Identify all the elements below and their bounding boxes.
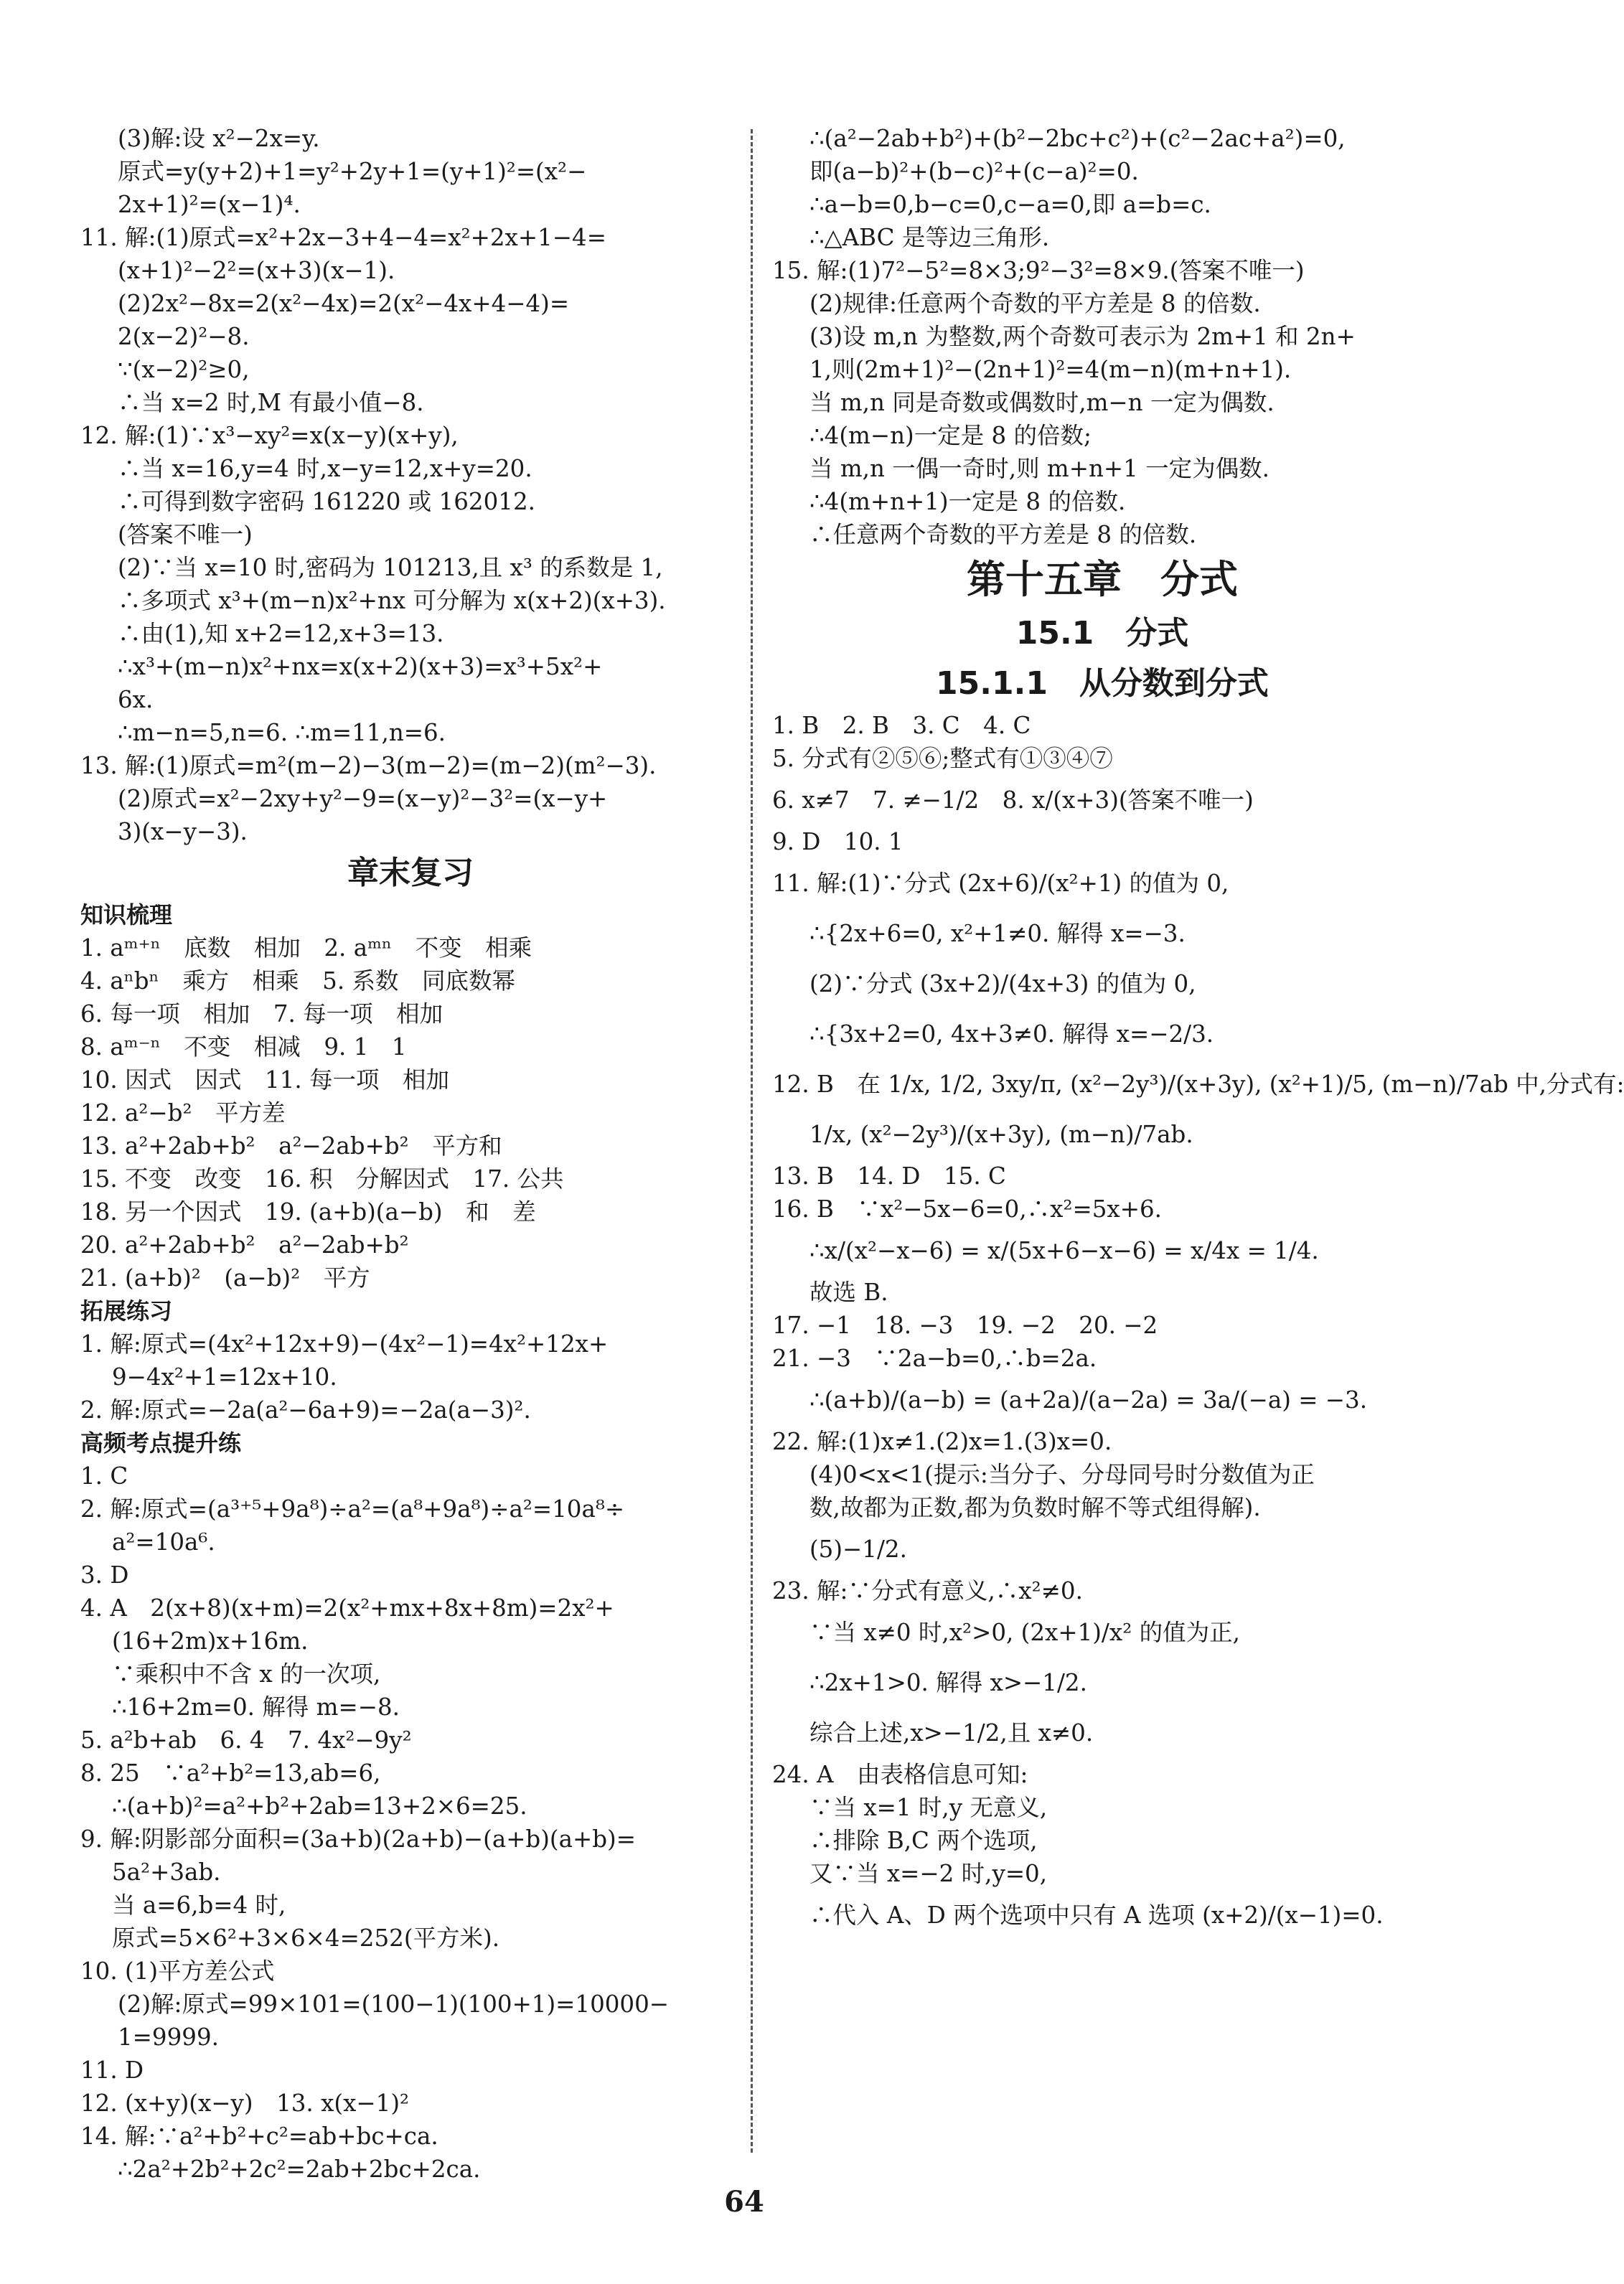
column-divider [751,129,753,2153]
left-line: 20. a²+2ab+b² a²−2ab+b² [80,1231,409,1259]
left-line: 5a²+3ab. [112,1858,221,1886]
page-number: 64 [724,2185,764,2219]
left-line: 2. 解:原式=−2a(a²−6a+9)=−2a(a−3)². [80,1396,531,1424]
right-line: 5. 分式有②⑤⑥;整式有①③④⑦ [772,745,1113,772]
right-line: 1,则(2m+1)²−(2n+1)²=4(m−n)(m+n+1). [809,356,1292,383]
right-line: 9. D 10. 1 [772,828,903,855]
left-line: a²=10a⁶. [112,1528,215,1556]
right-line: ∴x/(x²−x−6) = x/(5x+6−x−6) = x/4x = 1/4. [809,1237,1319,1264]
left-line: 12. (x+y)(x−y) 13. x(x−1)² [80,2090,410,2117]
right-line: 17. −1 18. −3 19. −2 20. −2 [772,1312,1158,1339]
right-line: 23. 解:∵分式有意义,∴x²≠0. [772,1577,1083,1604]
left-line: (x+1)²−2²=(x+3)(x−1). [118,257,395,284]
right-line: 当 m,n 一偶一奇时,则 m+n+1 一定为偶数. [809,455,1269,482]
right-line: ∴任意两个奇数的平方差是 8 的倍数. [809,521,1197,548]
left-line: ∴2a²+2b²+2c²=2ab+2bc+2ca. [118,2156,481,2183]
left-line: 4. aⁿbⁿ 乘方 相乘 5. 系数 同底数幂 [80,967,515,995]
subsection-heading: 知识梳理 [80,901,173,929]
left-column [80,122,741,2186]
left-line: 14. 解:∵a²+b²+c²=ab+bc+ca. [80,2123,438,2150]
left-line: 3. D [80,1561,129,1589]
section-title: 15.1.1 从分数到分式 [936,665,1269,702]
right-line: (4)0<x<1(提示:当分子、分母同号时分数值为正 [809,1461,1315,1488]
right-line: ∵当 x≠0 时,x²>0, (2x+1)/x² 的值为正, [809,1619,1240,1646]
right-line: 综合上述,x>−1/2,且 x≠0. [809,1719,1094,1747]
right-line: ∴2x+1>0. 解得 x>−1/2. [809,1669,1087,1696]
left-line: ∴m−n=5,n=6. ∴m=11,n=6. [118,719,446,746]
right-line: ∵当 x=1 时,y 无意义, [809,1794,1048,1821]
left-line: 18. 另一个因式 19. (a+b)(a−b) 和 差 [80,1198,536,1226]
left-line: 11. D [80,2057,144,2084]
right-line: ∴排除 B,C 两个选项, [809,1827,1038,1854]
left-line: 9−4x²+1=12x+10. [112,1363,337,1391]
chapter-title: 第十五章 分式 [967,557,1238,602]
left-line: 15. 不变 改变 16. 积 分解因式 17. 公共 [80,1165,564,1193]
right-column [772,122,1624,1940]
right-line: 15. 解:(1)7²−5²=8×3;9²−3²=8×9.(答案不唯一) [772,257,1305,284]
right-line: ∴(a+b)/(a−b) = (a+2a)/(a−2a) = 3a/(−a) = −3. [809,1386,1368,1414]
subsection-heading: 拓展练习 [80,1297,173,1325]
left-line: 当 a=6,b=4 时, [112,1891,286,1919]
left-line: 3)(x−y−3). [118,818,248,845]
section-title: 15.1 分式 [1015,615,1189,652]
left-line: 2x+1)²=(x−1)⁴. [118,191,301,218]
left-line: (2)解:原式=99×101=(100−1)(100+1)=10000− [118,1991,670,2018]
right-line: 即(a−b)²+(b−c)²+(c−a)²=0. [809,158,1139,185]
right-line: 故选 B. [809,1279,888,1306]
right-line: 1. B 2. B 3. C 4. C [772,712,1031,739]
left-line: 10. 因式 因式 11. 每一项 相加 [80,1066,450,1094]
left-line: (2)∵当 x=10 时,密码为 101213,且 x³ 的系数是 1, [118,554,663,581]
right-line: 13. B 14. D 15. C [772,1162,1006,1190]
right-line: 22. 解:(1)x≠1.(2)x=1.(3)x=0. [772,1428,1112,1455]
left-line: 12. 解:(1)∵x³−xy²=x(x−y)(x+y), [80,422,459,449]
right-line: 12. B 在 1/x, 1/2, 3xy/π, (x²−2y³)/(x+3y), (x²+1)/5, (m−n)/7ab 中,分式有: [772,1071,1624,1098]
right-line: 当 m,n 同是奇数或偶数时,m−n 一定为偶数. [809,389,1275,416]
right-line: ∴{3x+2=0, 4x+3≠0. 解得 x=−2/3. [809,1020,1214,1048]
right-line: ∴代入 A、D 两个选项中只有 A 选项 (x+2)/(x−1)=0. [809,1902,1384,1929]
left-line: 5. a²b+ab 6. 4 7. 4x²−9y² [80,1726,412,1754]
left-line: 2. 解:原式=(a³⁺⁵+9a⁸)÷a²=(a⁸+9a⁸)÷a²=10a⁸÷ [80,1495,625,1523]
left-line: 6x. [118,686,154,713]
right-line: ∴a−b=0,b−c=0,c−a=0,即 a=b=c. [809,191,1211,218]
right-line: 6. x≠7 7. ≠−1/2 8. x/(x+3)(答案不唯一) [772,786,1254,814]
left-line: ∵乘积中不含 x 的一次项, [112,1660,381,1688]
left-line: ∴可得到数字密码 161220 或 162012. [118,488,535,515]
left-line: 21. (a+b)² (a−b)² 平方 [80,1264,370,1292]
left-line: 13. a²+2ab+b² a²−2ab+b² 平方和 [80,1132,502,1160]
left-line: (16+2m)x+16m. [112,1627,309,1655]
left-line: (3)解:设 x²−2x=y. [118,125,320,152]
right-line: ∴4(m−n)一定是 8 的倍数; [809,422,1092,449]
left-line: ∴16+2m=0. 解得 m=−8. [112,1693,400,1721]
left-line: (2)2x²−8x=2(x²−4x)=2(x²−4x+4−4)= [118,290,570,317]
left-line: ∵(x−2)²≥0, [118,356,250,383]
left-line: 2(x−2)²−8. [118,323,250,350]
left-line: 原式=5×6²+3×6×4=252(平方米). [112,1925,500,1952]
left-line: 4. A 2(x+8)(x+m)=2(x²+mx+8x+8m)=2x²+ [80,1594,614,1622]
left-line: 13. 解:(1)原式=m²(m−2)−3(m−2)=(m−2)(m²−3). [80,752,657,779]
left-line: ∴当 x=2 时,M 有最小值−8. [118,389,424,416]
right-line: ∴{2x+6=0, x²+1≠0. 解得 x=−3. [809,920,1186,947]
right-line: 16. B ∵x²−5x−6=0,∴x²=5x+6. [772,1195,1162,1223]
left-line: 12. a²−b² 平方差 [80,1099,286,1127]
left-line: (答案不唯一) [118,521,253,548]
right-line: ∴4(m+n+1)一定是 8 的倍数. [809,488,1126,515]
left-line: 8. aᵐ⁻ⁿ 不变 相减 9. 1 1 [80,1033,407,1061]
left-line: ∴x³+(m−n)x²+nx=x(x+2)(x+3)=x³+5x²+ [118,653,603,680]
left-line: 1=9999. [118,2024,219,2051]
right-line: 24. A 由表格信息可知: [772,1761,1028,1788]
left-line: ∴(a+b)²=a²+b²+2ab=13+2×6=25. [112,1792,527,1820]
left-line: (2)原式=x²−2xy+y²−9=(x−y)²−3²=(x−y+ [118,785,608,812]
section-title: 章末复习 [347,855,474,891]
left-line: ∴由(1),知 x+2=12,x+3=13. [118,620,444,647]
left-line: 8. 25 ∵a²+b²=13,ab=6, [80,1759,381,1787]
right-line: 1/x, (x²−2y³)/(x+3y), (m−n)/7ab. [809,1121,1193,1148]
right-line: 21. −3 ∵2a−b=0,∴b=2a. [772,1345,1097,1372]
right-line: 又∵当 x=−2 时,y=0, [809,1860,1048,1887]
left-line: 1. aᵐ⁺ⁿ 底数 相加 2. aᵐⁿ 不变 相乘 [80,934,532,962]
right-line: (2)规律:任意两个奇数的平方差是 8 的倍数. [809,290,1261,317]
right-line: 11. 解:(1)∵分式 (2x+6)/(x²+1) 的值为 0, [772,870,1229,897]
right-line: (5)−1/2. [809,1536,907,1563]
right-line: (3)设 m,n 为整数,两个奇数可表示为 2m+1 和 2n+ [809,323,1356,350]
right-line: (2)∵分式 (3x+2)/(4x+3) 的值为 0, [809,970,1196,997]
left-line: ∴多项式 x³+(m−n)x²+nx 可分解为 x(x+2)(x+3). [118,587,666,614]
left-line: 原式=y(y+2)+1=y²+2y+1=(y+1)²=(x²− [118,158,587,185]
subsection-heading: 高频考点提升练 [80,1429,242,1457]
left-line: 10. (1)平方差公式 [80,1958,275,1985]
right-line: 数,故都为正数,都为负数时解不等式组得解). [809,1494,1261,1521]
right-line: ∴△ABC 是等边三角形. [809,224,1050,251]
left-line: 9. 解:阴影部分面积=(3a+b)(2a+b)−(a+b)(a+b)= [80,1825,636,1853]
left-line: 1. C [80,1462,128,1490]
left-line: 1. 解:原式=(4x²+12x+9)−(4x²−1)=4x²+12x+ [80,1330,609,1358]
left-line: ∴当 x=16,y=4 时,x−y=12,x+y=20. [118,455,532,482]
right-line: ∴(a²−2ab+b²)+(b²−2bc+c²)+(c²−2ac+a²)=0, [809,125,1346,152]
left-line: 6. 每一项 相加 7. 每一项 相加 [80,1000,443,1028]
left-line: 11. 解:(1)原式=x²+2x−3+4−4=x²+2x+1−4= [80,224,606,251]
